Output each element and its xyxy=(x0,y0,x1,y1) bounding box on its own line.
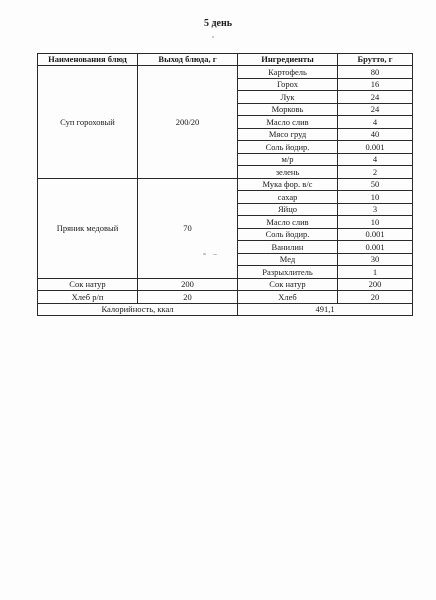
ingredient-brutto: 10 xyxy=(338,216,413,229)
dish-yield: 70 xyxy=(138,178,238,278)
ingredient-brutto: 80 xyxy=(338,66,413,79)
ingredient-name: Яйцо xyxy=(238,203,338,216)
menu-table xyxy=(37,53,413,316)
ingredient-brutto: 200 xyxy=(338,278,413,291)
ingredient-brutto: 3 xyxy=(338,203,413,216)
ingredient-name: Ванилин xyxy=(238,241,338,254)
calories-value: 491,1 xyxy=(238,303,413,316)
ingredient-brutto: 50 xyxy=(338,178,413,191)
ingredient-name: Соль йодир. xyxy=(238,141,338,154)
dish-name: Суп гороховый xyxy=(38,66,138,179)
ingredient-name: Масло слив xyxy=(238,216,338,229)
ingredient-name: зелень xyxy=(238,166,338,179)
ingredient-brutto: 4 xyxy=(338,153,413,166)
ingredient-name: Разрыхлитель xyxy=(238,266,338,279)
header-yield: Выход блюда, г xyxy=(138,54,238,66)
ingredient-name: Сок натур xyxy=(238,278,338,291)
ingredient-brutto: 10 xyxy=(338,191,413,204)
ingredient-name: Картофель xyxy=(238,66,338,79)
scan-speck xyxy=(203,253,206,255)
dish-yield: 200/20 xyxy=(138,66,238,179)
page-title: 5 день xyxy=(203,18,233,29)
ingredient-brutto: 40 xyxy=(338,128,413,141)
ingredient-brutto: 2 xyxy=(338,166,413,179)
ingredient-brutto: 16 xyxy=(338,78,413,91)
ingredient-brutto: 0.001 xyxy=(338,241,413,254)
ingredient-brutto: 0.001 xyxy=(338,141,413,154)
ingredient-name: Соль йодир. xyxy=(238,228,338,241)
ingredient-brutto: 30 xyxy=(338,253,413,266)
ingredient-name: Хлеб xyxy=(238,291,338,304)
dish-yield: 200 xyxy=(138,278,238,291)
table-header-row xyxy=(38,54,413,66)
ingredient-brutto: 24 xyxy=(338,91,413,104)
ingredient-brutto: 1 xyxy=(338,266,413,279)
dish-name: Сок натур xyxy=(38,278,138,291)
table-row xyxy=(38,278,413,291)
ingredient-brutto: 0.001 xyxy=(338,228,413,241)
calories-row xyxy=(38,303,413,316)
dish-name: Пряник медовый xyxy=(38,178,138,278)
ingredient-name: сахар xyxy=(238,191,338,204)
header-brutto: Брутто, г xyxy=(338,54,413,66)
table-row xyxy=(38,66,413,79)
ingredient-name: Лук xyxy=(238,91,338,104)
scan-speck xyxy=(212,36,214,38)
ingredient-brutto: 4 xyxy=(338,116,413,129)
calories-label: Калорийность, ккал xyxy=(38,303,238,316)
ingredient-name: Мука фор. в/с xyxy=(238,178,338,191)
header-ingredients: Ингредиенты xyxy=(238,54,338,66)
ingredient-brutto: 24 xyxy=(338,103,413,116)
table-row xyxy=(38,291,413,304)
header-dish: Наименования блюд xyxy=(38,54,138,66)
table-row xyxy=(38,178,413,191)
ingredient-name: Масло слив xyxy=(238,116,338,129)
dish-yield: 20 xyxy=(138,291,238,304)
scan-speck xyxy=(213,254,217,255)
dish-name: Хлеб р/п xyxy=(38,291,138,304)
ingredient-name: Морковь xyxy=(238,103,338,116)
ingredient-brutto: 20 xyxy=(338,291,413,304)
ingredient-name: м/р xyxy=(238,153,338,166)
ingredient-name: Мясо груд xyxy=(238,128,338,141)
ingredient-name: Горох xyxy=(238,78,338,91)
ingredient-name: Мед xyxy=(238,253,338,266)
